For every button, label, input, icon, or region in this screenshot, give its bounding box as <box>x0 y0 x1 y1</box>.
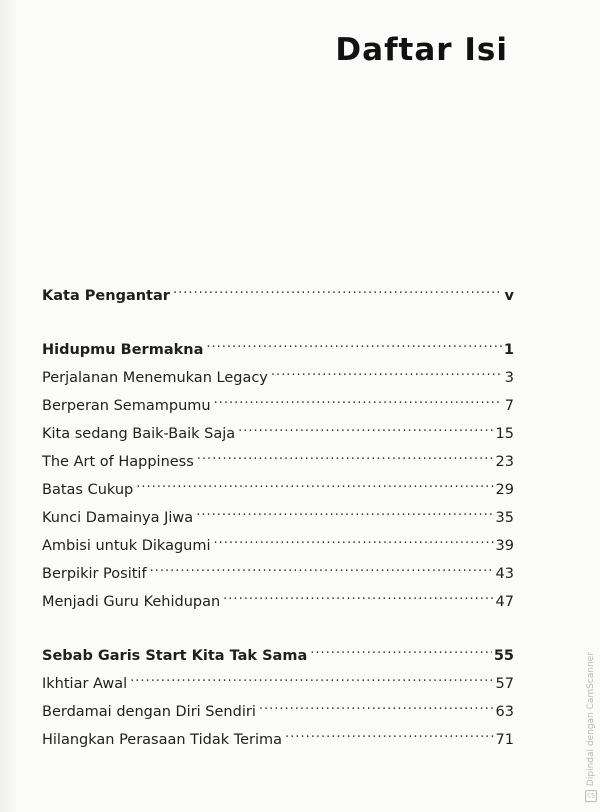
camscanner-icon: CS <box>585 790 597 802</box>
toc-entry <box>42 730 514 758</box>
toc-entry-page: 63 <box>495 704 514 720</box>
toc-entry-label: Menjadi Guru Kehidupan <box>42 594 221 610</box>
toc-entry-label: Kita sedang Baik-Baik Saja <box>42 426 236 442</box>
toc-entry-label: Kunci Damainya Jiwa <box>42 510 194 526</box>
watermark-text: Dipindai dengan CamScanner <box>586 651 596 786</box>
toc-entry-page: 39 <box>495 538 514 554</box>
dot-leader <box>173 286 502 300</box>
section-gap <box>42 314 514 340</box>
dot-leader <box>259 702 494 716</box>
dot-leader <box>214 396 502 410</box>
toc-entry-page: 47 <box>495 594 514 610</box>
dot-leader <box>238 424 493 438</box>
toc-entry-label: Sebab Garis Start Kita Tak Sama <box>42 648 308 664</box>
toc-entry-label: Hilangkan Perasaan Tidak Terima <box>42 732 283 748</box>
toc-entry <box>42 368 514 396</box>
toc-entry <box>42 508 514 536</box>
toc-entry-page: 15 <box>495 426 514 442</box>
dot-leader <box>223 592 493 606</box>
toc-section <box>42 646 514 758</box>
toc-entry-page: 7 <box>504 398 514 414</box>
toc-entry <box>42 480 514 508</box>
table-of-contents <box>42 286 514 758</box>
toc-entry-page: 71 <box>495 732 514 748</box>
toc-entry-page: 3 <box>504 370 514 386</box>
toc-entry <box>42 452 514 480</box>
toc-entry <box>42 536 514 564</box>
toc-entry-label: Berperan Semampumu <box>42 398 211 414</box>
toc-entry <box>42 340 514 368</box>
toc-entry-page: 55 <box>493 648 514 664</box>
toc-entry-page: 35 <box>495 510 514 526</box>
toc-entry-label: The Art of Happiness <box>42 454 194 470</box>
toc-entry <box>42 564 514 592</box>
toc-entry-label: Perjalanan Menemukan Legacy <box>42 370 268 386</box>
dot-leader <box>136 480 493 494</box>
page-title: Daftar Isi <box>335 32 508 68</box>
toc-entry <box>42 396 514 424</box>
toc-entry <box>42 702 514 730</box>
dot-leader <box>197 452 494 466</box>
toc-entry-label: Kata Pengantar <box>42 288 170 304</box>
dot-leader <box>310 646 492 660</box>
toc-entry-label: Ambisi untuk Dikagumi <box>42 538 211 554</box>
dot-leader <box>285 730 494 744</box>
toc-entry-page: 1 <box>503 342 514 358</box>
toc-entry <box>42 674 514 702</box>
toc-entry-label: Hidupmu Bermakna <box>42 342 204 358</box>
dot-leader <box>196 508 493 522</box>
dot-leader <box>130 674 493 688</box>
toc-entry <box>42 646 514 674</box>
toc-entry <box>42 424 514 452</box>
toc-entry-label: Ikhtiar Awal <box>42 676 128 692</box>
dot-leader <box>206 340 502 354</box>
section-gap <box>42 620 514 646</box>
toc-entry-label: Batas Cukup <box>42 482 134 498</box>
toc-entry <box>42 592 514 620</box>
toc-entry-label: Berdamai dengan Diri Sendiri <box>42 704 256 720</box>
dot-leader <box>214 536 494 550</box>
toc-section <box>42 340 514 620</box>
toc-entry <box>42 286 514 314</box>
toc-section <box>42 286 514 314</box>
dot-leader <box>150 564 494 578</box>
toc-entry-page: 29 <box>495 482 514 498</box>
toc-entry-label: Berpikir Positif <box>42 566 147 582</box>
scanner-watermark <box>585 652 597 802</box>
dot-leader <box>271 368 502 382</box>
toc-entry-page: 43 <box>495 566 514 582</box>
toc-entry-page: v <box>504 288 514 304</box>
toc-entry-page: 23 <box>495 454 514 470</box>
toc-entry-page: 57 <box>495 676 514 692</box>
